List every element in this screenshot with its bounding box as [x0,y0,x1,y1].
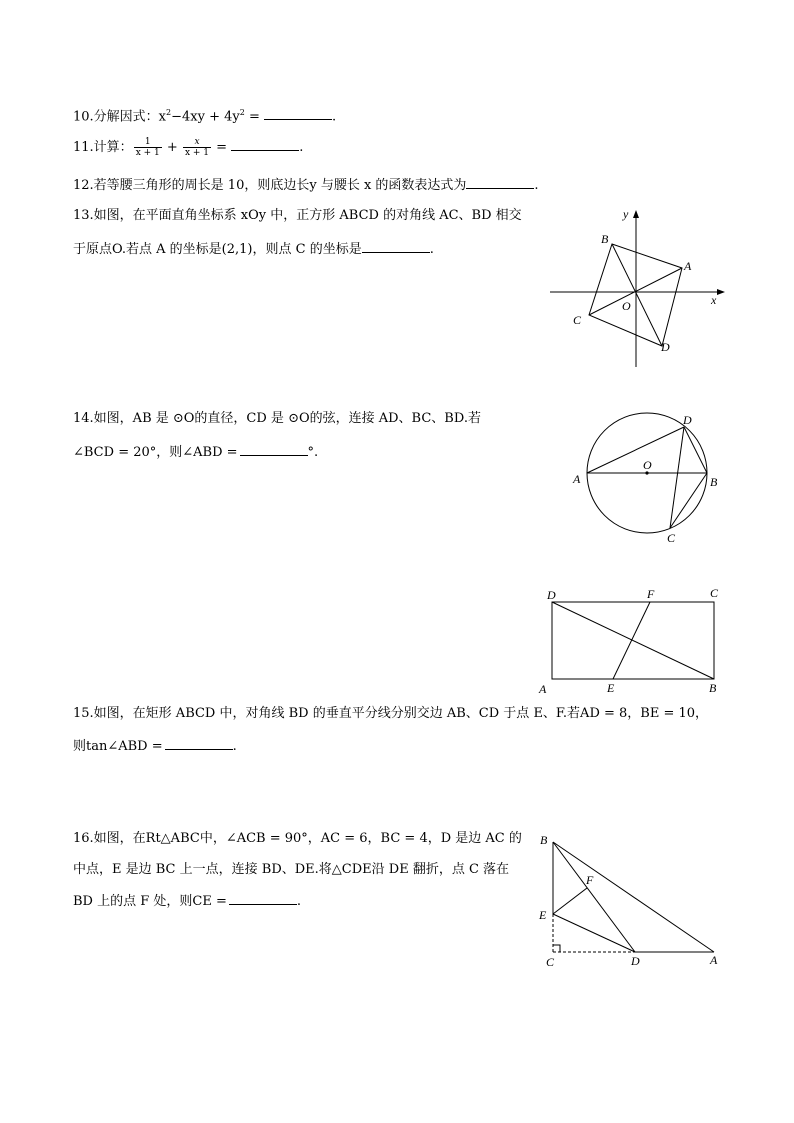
q11-equals: = [212,140,232,155]
question-15-line-1 [73,705,708,723]
label-a: A [684,259,692,273]
q16-text-2: 中点，E 是边 BC 上一点，连接 BD、DE.将△CDE沿 DE 翻折，点 C 落在 [73,862,510,877]
segment-bd [553,842,635,952]
label-b: B [540,833,548,847]
label-o: O [622,299,631,313]
q15-text-2: 则tan∠ABD = [73,739,163,754]
fraction-1 [134,137,162,158]
q14-text-2: ∠BCD = 20°，则∠ABD = [73,445,238,460]
label-d: D [631,954,640,968]
q10-equals: = [244,109,264,125]
q14-end: °. [307,445,319,460]
question-13-line-2 [73,240,434,259]
q15-text-1: 15.如图，在矩形 ABCD 中，对角线 BD 的垂直平分线分别交边 AB、CD 于点 E、F.若AD = 8，BE = 10， [73,706,709,721]
question-11 [73,137,303,158]
q10-exponent-1: 2 [166,108,172,117]
q14-text-1: 14.如图，AB 是 ⊙O的直径，CD 是 ⊙O的弦，连接 AD、BC、BD.若 [73,411,481,426]
label-x: x [711,293,717,307]
segment-ed [553,914,635,952]
diagonal-bd [552,602,714,679]
q11-end: . [299,140,304,155]
q10-exponent-2: 2 [239,108,245,117]
answer-blank-15[interactable] [165,737,233,750]
question-16-line-2 [73,861,509,879]
label-d: D [683,413,692,427]
hypotenuse-ab [553,842,714,952]
label-d: D [547,588,556,602]
answer-blank-10[interactable] [264,107,332,120]
q16-text-3: BD 上的点 F 处，则CE = [73,894,227,909]
label-c: C [573,313,582,327]
label-f: F [586,873,594,887]
q16-text-1: 16.如图，在Rt△ABC中，∠ACB = 90°，AC = 6，BC = 4，D 是边 AC 的 [73,831,522,846]
q12-text: 12.若等腰三角形的周长是 10，则底边长y 与腰长 x 的函数表达式为 [73,178,467,193]
chord-bc [670,473,707,528]
question-14-line-2 [73,443,318,462]
label-b: B [710,475,718,489]
q10-text: 10.分解因式：x [73,109,167,125]
figure-15-rectangle [535,583,730,698]
answer-blank-14[interactable] [240,443,308,456]
fraction-1-numerator: 1 [134,137,162,148]
right-angle-mark [553,945,560,952]
q13-text-1: 13.如图，在平面直角坐标系 xOy 中，正方形 ABCD 的对角线 AC、BD 相交 [73,208,522,223]
q10-end: . [332,109,337,125]
question-16-line-1 [73,830,522,848]
answer-blank-12[interactable] [466,176,534,189]
y-axis-arrow-icon [633,210,639,218]
q11-text: 11.计算： [73,140,133,155]
label-b: B [709,681,717,695]
question-10 [73,104,336,126]
fraction-2-numerator: x [183,137,211,148]
figure-14-circle [565,405,730,550]
diagonal-bd [612,244,662,346]
fraction-1-denominator: x + 1 [135,148,160,158]
label-o: O [643,458,652,472]
segment-ef [613,602,650,679]
q12-end: . [534,178,539,193]
label-c: C [546,955,555,969]
label-a: A [573,472,581,486]
label-b: B [601,232,609,246]
q15-end: . [232,739,237,754]
fraction-2 [183,137,211,158]
segment-ef [553,888,587,914]
q10-text-mid: −4xy + 4y [171,109,240,125]
q13-end: . [429,242,434,257]
chord-cd [670,427,684,528]
question-13-line-1 [73,207,522,225]
chord-bd [684,427,707,473]
label-d: D [661,340,670,354]
label-a: A [539,682,547,696]
q13-text-2: 于原点O.若点 A 的坐标是(2,1)，则点 C 的坐标是 [73,242,362,257]
label-e: E [607,681,615,695]
answer-blank-16[interactable] [229,892,297,905]
label-e: E [539,908,547,922]
answer-blank-13[interactable] [362,240,430,253]
question-15-line-2 [73,737,237,756]
label-f: F [647,587,655,601]
question-12 [73,176,539,195]
q16-end: . [296,894,301,909]
question-16-line-3 [73,892,301,911]
figure-16-right-triangle [530,828,730,973]
x-axis-arrow-icon [717,289,725,295]
plus-sign: + [162,140,182,155]
label-y: y [623,207,629,221]
answer-blank-11[interactable] [231,138,299,151]
label-a: A [710,953,718,967]
fraction-2-denominator: x + 1 [184,148,210,158]
figure-13-coordinate-square [545,200,735,375]
label-c: C [710,586,719,600]
label-c: C [667,531,676,545]
question-14-line-1 [73,410,481,428]
